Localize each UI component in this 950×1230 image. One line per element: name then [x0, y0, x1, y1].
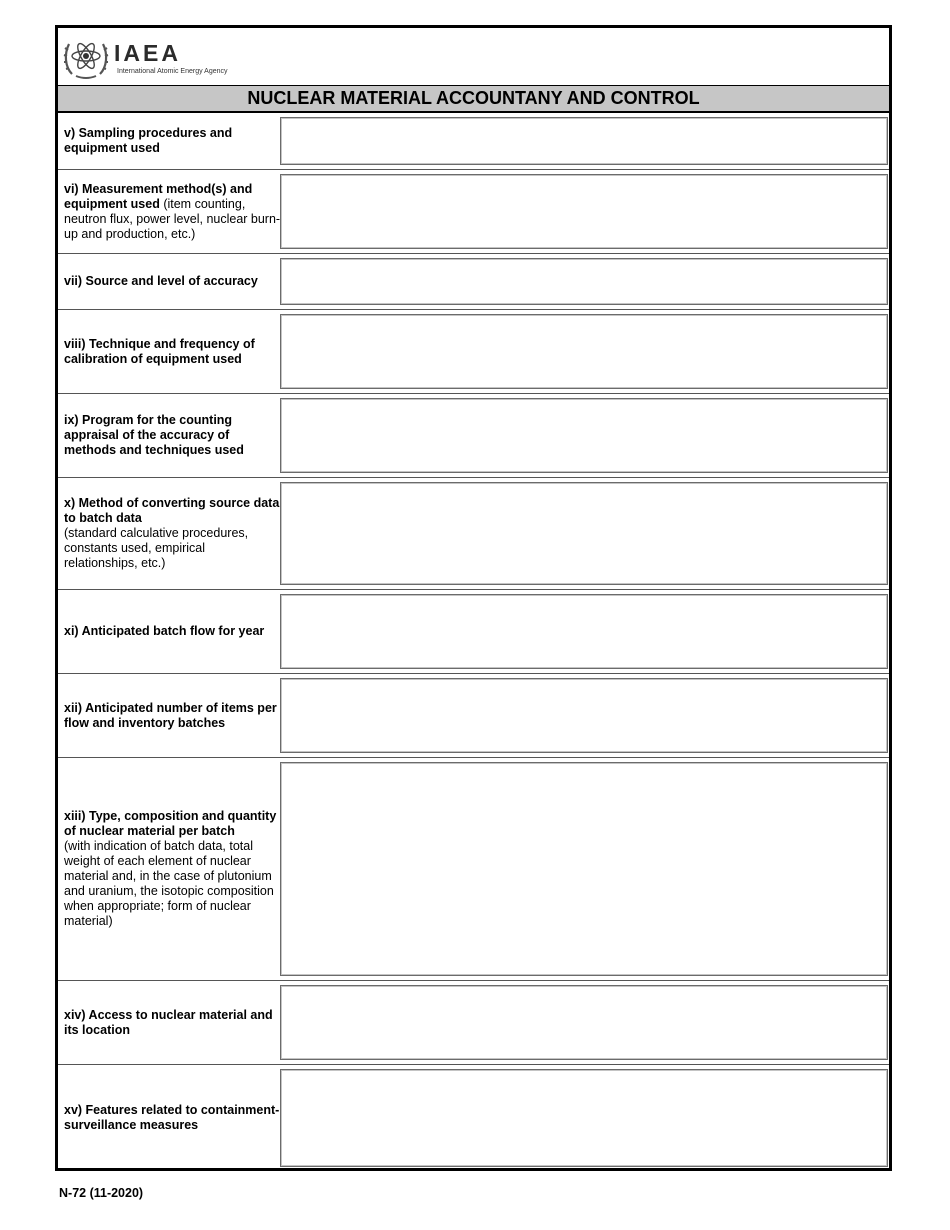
row-label: vii) Source and level of accuracy	[64, 274, 258, 288]
logo-wordmark: IAEA	[114, 40, 181, 66]
measurement-methods-field[interactable]	[280, 174, 888, 249]
row-material-composition	[58, 758, 889, 981]
row-label: x) Method of converting source data to batch data (standard calculative procedures, constants used, empirical relationships, etc.)	[64, 496, 280, 570]
row-conversion-method	[58, 478, 889, 590]
nmac-form	[55, 25, 892, 1171]
logo-subtitle: International Atomic Energy Agency	[117, 68, 228, 75]
row-appraisal-program	[58, 394, 889, 478]
row-batch-flow	[58, 590, 889, 674]
row-label: xii) Anticipated number of items per flow and inventory batches	[64, 700, 277, 730]
row-label: v) Sampling procedures and equipment used	[64, 126, 233, 155]
calibration-field[interactable]	[280, 314, 888, 389]
row-access-location	[58, 981, 889, 1065]
row-label: xi) Anticipated batch flow for year	[64, 624, 265, 638]
containment-surveillance-field[interactable]	[280, 1069, 888, 1167]
sampling-procedures-field[interactable]	[280, 117, 888, 165]
logo-band	[58, 28, 889, 86]
row-label: vi) Measurement method(s) and equipment used (item counting, neutron flux, power level, nuclear burn-up and production, etc.)	[64, 181, 281, 241]
row-label: xiv) Access to nuclear material and its location	[64, 1007, 273, 1037]
row-item-count	[58, 674, 889, 758]
batch-flow-field[interactable]	[280, 594, 888, 669]
row-label: ix) Program for the counting appraisal of the accuracy of methods and techniques used	[64, 413, 244, 457]
conversion-method-field[interactable]	[280, 482, 888, 585]
iaea-emblem-icon	[62, 34, 110, 80]
access-location-field[interactable]	[280, 985, 888, 1060]
form-title: NUCLEAR MATERIAL ACCOUNTANY AND CONTROL	[58, 86, 889, 113]
accuracy-field[interactable]	[280, 258, 888, 305]
row-sampling	[58, 113, 889, 170]
appraisal-program-field[interactable]	[280, 398, 888, 473]
row-accuracy	[58, 254, 889, 310]
row-measurement	[58, 170, 889, 254]
item-count-field[interactable]	[280, 678, 888, 753]
row-containment-surveillance	[58, 1065, 889, 1171]
form-code: N-72 (11-2020)	[59, 1186, 144, 1200]
row-label: xv) Features related to containment-surveillance measures	[64, 1103, 280, 1132]
row-label: xiii) Type, composition and quantity of nuclear material per batch (with indication of batch data, total weight of each element of nuclear material and, in the case of plutonium and uranium, the isotopic composition when appropriate; form of nuclear material)	[64, 809, 277, 928]
row-label: viii) Technique and frequency of calibration of equipment used	[64, 336, 255, 366]
row-calibration	[58, 310, 889, 394]
material-composition-field[interactable]	[280, 762, 888, 976]
